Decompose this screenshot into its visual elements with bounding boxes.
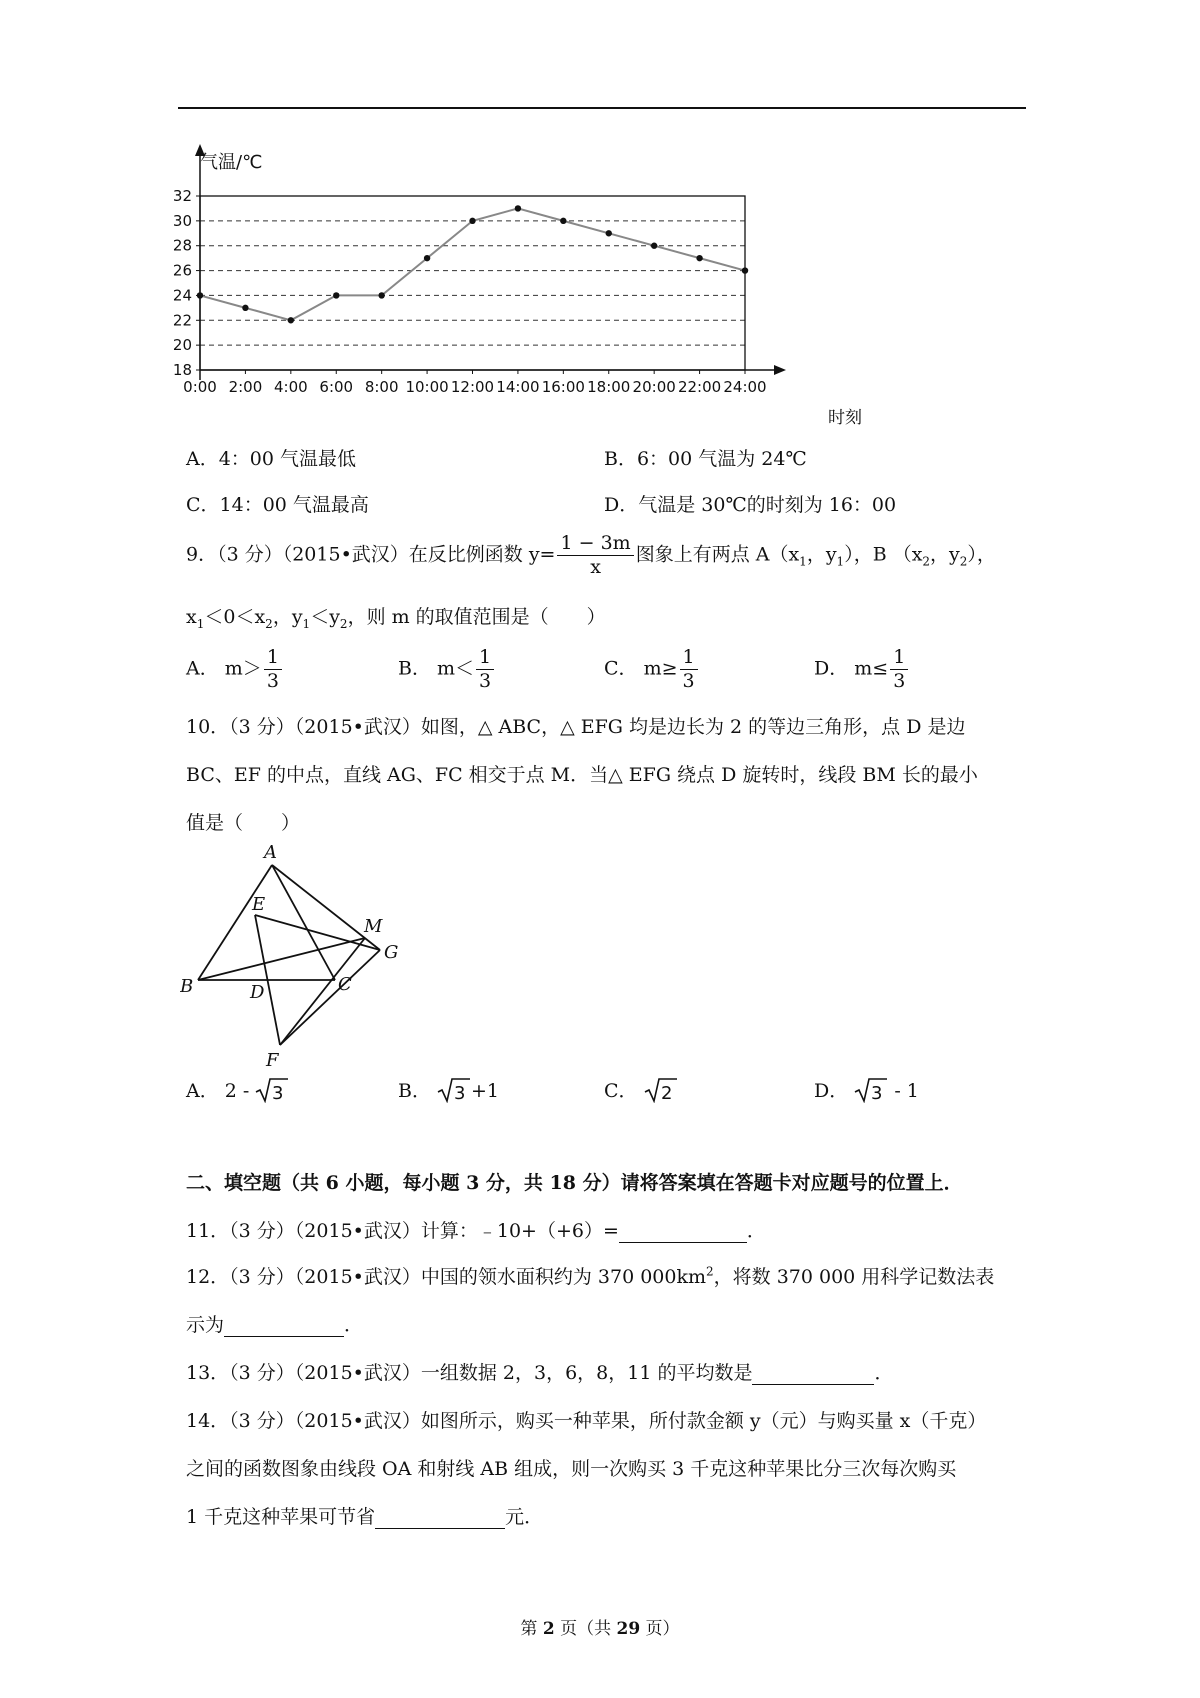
x-tick-label: 8:00: [364, 378, 399, 396]
x-tick-label: 24:00: [723, 378, 767, 396]
q9-line1: [186, 534, 996, 577]
q9-option-b: [398, 648, 496, 691]
data-point: [696, 255, 702, 261]
q9-sub: 1: [302, 616, 311, 631]
x-tick-label: 6:00: [319, 378, 354, 396]
y-tick-label: 18: [172, 361, 192, 379]
q9-text: ，y: [806, 543, 837, 566]
q13-answer-blank[interactable]: [752, 1364, 874, 1385]
label-d: D: [250, 982, 265, 1003]
q9-sub: 2: [959, 554, 968, 569]
option-rel: m≥: [643, 657, 678, 680]
data-point: [651, 243, 657, 249]
option-frac: [264, 648, 282, 691]
option-label: D．: [814, 1080, 849, 1102]
chart-y-ticks: [173, 187, 200, 379]
radicand: 3: [454, 1082, 466, 1103]
footer-text: 页）: [640, 1619, 680, 1639]
q10-option-c: [604, 1076, 678, 1108]
q9-sub: 1: [799, 554, 807, 569]
q14-text: 1 千克这种苹果可节省: [186, 1506, 376, 1528]
data-point: [424, 255, 430, 261]
q10-option-b: [398, 1076, 499, 1108]
option-frac: [890, 648, 908, 691]
frac-den: 3: [682, 670, 695, 692]
x-axis-label: 时刻: [828, 408, 862, 428]
y-tick-label: 24: [172, 286, 192, 305]
frac-den: 3: [893, 670, 906, 692]
label-a: A: [264, 842, 277, 863]
segment-ab: [198, 865, 272, 980]
series-line: [200, 208, 745, 320]
q10-line3: 值是（ ）: [186, 812, 301, 834]
section-heading: 二、填空题（共 6 小题，每小题 3 分，共 18 分）请将答案填在答题卡对应题号的位置上．: [186, 1172, 963, 1194]
q9-text: ），: [967, 543, 996, 566]
data-point: [333, 292, 339, 298]
x-tick-label: 20:00: [632, 378, 676, 396]
footer-text: 第: [520, 1619, 543, 1639]
q14-answer-blank[interactable]: [375, 1508, 505, 1529]
q12-text: 12．（3 分）（2015•武汉）中国的领水面积约为 370 000km: [186, 1266, 707, 1288]
q9-l2: ，y: [272, 606, 303, 628]
option-label: A．: [186, 657, 219, 680]
q8-option-d: D．气温是 30℃的时刻为 16：00: [604, 494, 897, 516]
y-tick-label: 32: [172, 187, 192, 205]
q12-line2: [186, 1310, 363, 1337]
page-footer: [0, 1614, 1200, 1639]
q13: [186, 1358, 894, 1385]
q9-option-d: [814, 648, 910, 691]
option-frac: [680, 648, 698, 691]
q9-option-c: [604, 648, 700, 691]
q12-answer-blank[interactable]: [224, 1316, 344, 1337]
q11-text: 11．（3 分）（2015•武汉）计算：﹣10+（+6）=: [186, 1220, 619, 1242]
sqrt-icon: [854, 1077, 888, 1108]
chart-grid: [200, 221, 745, 345]
x-tick-label: 10:00: [405, 378, 449, 396]
x-tick-label: 2:00: [228, 378, 263, 396]
y-tick-label: 30: [172, 211, 192, 230]
option-label: B．: [398, 1080, 431, 1102]
total-pages: 29: [616, 1619, 641, 1639]
option-post: - 1: [888, 1080, 919, 1102]
q11-answer-blank[interactable]: [619, 1222, 747, 1243]
x-tick-label: 0:00: [183, 378, 217, 396]
q12-text: 示为: [186, 1314, 225, 1336]
data-point: [197, 292, 203, 298]
y-tick-label: 26: [172, 261, 192, 280]
page-number: 2: [542, 1619, 555, 1639]
x-tick-label: 18:00: [587, 378, 631, 396]
header-rule: [178, 107, 1026, 109]
data-point: [515, 205, 521, 211]
sqrt-icon: [437, 1077, 471, 1108]
q14-line2: 之间的函数图象由线段 OA 和射线 AB 组成，则一次购买 3 千克这种苹果比分三次每次购买: [186, 1458, 957, 1480]
option-rel: m＜: [437, 657, 475, 680]
q12-text: ，将数 370 000 用科学记数法表: [713, 1266, 995, 1288]
q9-prefix: 9．（3 分）（2015•武汉）在反比例函数 y=: [186, 543, 556, 566]
option-post: +1: [471, 1080, 500, 1102]
q9-sub: 2: [922, 554, 931, 569]
data-point: [288, 317, 294, 323]
q10-line2: BC、EF 的中点，直线 AG、FC 相交于点 M．当△ EFG 绕点 D 旋转时，线段 BM 长的最小: [186, 764, 978, 786]
label-c: C: [338, 974, 352, 995]
q9-mid: 图象上有两点 A（x: [635, 543, 800, 566]
frac-den: 3: [479, 670, 492, 692]
y-axis-label: 气温/℃: [200, 152, 263, 173]
chart-x-ticks: [183, 370, 766, 396]
x-tick-label: 22:00: [677, 378, 722, 396]
data-point: [469, 218, 475, 224]
option-label: B．: [398, 657, 431, 680]
q9-sub: 2: [265, 616, 273, 631]
q9-l2: ＜y: [310, 606, 340, 628]
q9-l2: ，则 m 的取值范围是（ ）: [347, 606, 606, 628]
q8-option-b: B．6：00 气温为 24℃: [604, 448, 807, 470]
data-point: [242, 305, 248, 311]
line-fc: [280, 938, 365, 1045]
q10-option-a: [186, 1076, 289, 1108]
q9-sub: 1: [196, 616, 205, 631]
chart-axes: [195, 144, 786, 380]
q9-text: ），B （x: [844, 543, 923, 566]
q10-geometry-figure: [180, 840, 420, 1070]
q14-line1: 14．（3 分）（2015•武汉）如图所示，购买一种苹果，所付款金额 y（元）与购买量 x（千克）: [186, 1410, 987, 1432]
option-label: C．: [604, 1080, 638, 1102]
data-point: [606, 230, 612, 236]
line-ag: [272, 865, 380, 950]
frac-num: 1: [680, 648, 698, 670]
segment-fg: [280, 950, 380, 1045]
radicand: 3: [272, 1082, 284, 1103]
q9-l2: ＜0＜x: [204, 606, 266, 628]
footer-text: 页（共: [554, 1619, 617, 1639]
label-e: E: [252, 894, 266, 915]
label-g: G: [384, 942, 399, 963]
q9-line2: [186, 602, 606, 631]
x-tick-label: 16:00: [541, 378, 585, 396]
option-frac: [476, 648, 494, 691]
data-point: [560, 218, 566, 224]
y-tick-label: 20: [172, 336, 192, 355]
q11-end: ．: [746, 1220, 766, 1242]
q14-end: 元．: [505, 1506, 544, 1528]
frac-den: 3: [266, 670, 279, 692]
q9-fraction: [557, 534, 633, 577]
radicand: 3: [871, 1082, 883, 1103]
q14-line3: [186, 1502, 543, 1529]
q13-end: ．: [874, 1362, 894, 1384]
segment-eg: [255, 915, 380, 950]
temperature-chart: [170, 140, 870, 430]
radicand: 2: [660, 1082, 673, 1103]
frac-num: 1: [264, 648, 282, 670]
q9-sub: 2: [339, 616, 348, 631]
option-label: D．: [814, 657, 849, 680]
q12-line1: [186, 1262, 994, 1289]
q11: [186, 1216, 766, 1243]
x-axis-arrow-icon: [774, 365, 786, 375]
frac-num: 1: [476, 648, 494, 670]
sqrt-icon: [255, 1077, 289, 1108]
q8-option-a: A．4：00 气温最低: [186, 448, 357, 470]
q9-text: ，y: [930, 543, 960, 566]
q9-sub: 1: [836, 554, 845, 569]
label-b: B: [180, 976, 194, 997]
q9-frac-den: x: [590, 556, 601, 578]
option-pre: 2 -: [224, 1080, 256, 1102]
option-label: C．: [604, 657, 638, 680]
x-tick-label: 12:00: [450, 378, 495, 396]
q9-frac-num: 1 − 3m: [557, 534, 633, 556]
x-tick-label: 4:00: [273, 378, 308, 396]
label-f: F: [266, 1050, 279, 1070]
q8-option-c: C．14：00 气温最高: [186, 494, 369, 516]
x-tick-label: 14:00: [496, 378, 540, 396]
label-m: M: [364, 916, 383, 937]
option-rel: m≤: [854, 657, 889, 680]
sqrt-icon: [644, 1077, 678, 1108]
q12-end: ．: [344, 1314, 364, 1336]
option-rel: m＞: [224, 657, 262, 680]
option-label: A．: [186, 1080, 219, 1102]
q10-option-d: [814, 1076, 919, 1108]
series-points: [197, 205, 748, 323]
q9-option-a: [186, 648, 284, 691]
q12-sup: 2: [706, 1264, 714, 1279]
q13-text: 13．（3 分）（2015•武汉）一组数据 2，3，6，8，11 的平均数是: [186, 1362, 753, 1384]
data-point: [742, 267, 748, 273]
q10-line1: 10．（3 分）（2015•武汉）如图，△ ABC，△ EFG 均是边长为 2 的等边三角形，点 D 是边: [186, 716, 966, 738]
q9-l2: x: [186, 606, 197, 628]
data-point: [378, 292, 384, 298]
frac-num: 1: [890, 648, 908, 670]
y-tick-label: 22: [172, 311, 192, 330]
y-tick-label: 28: [172, 236, 192, 255]
